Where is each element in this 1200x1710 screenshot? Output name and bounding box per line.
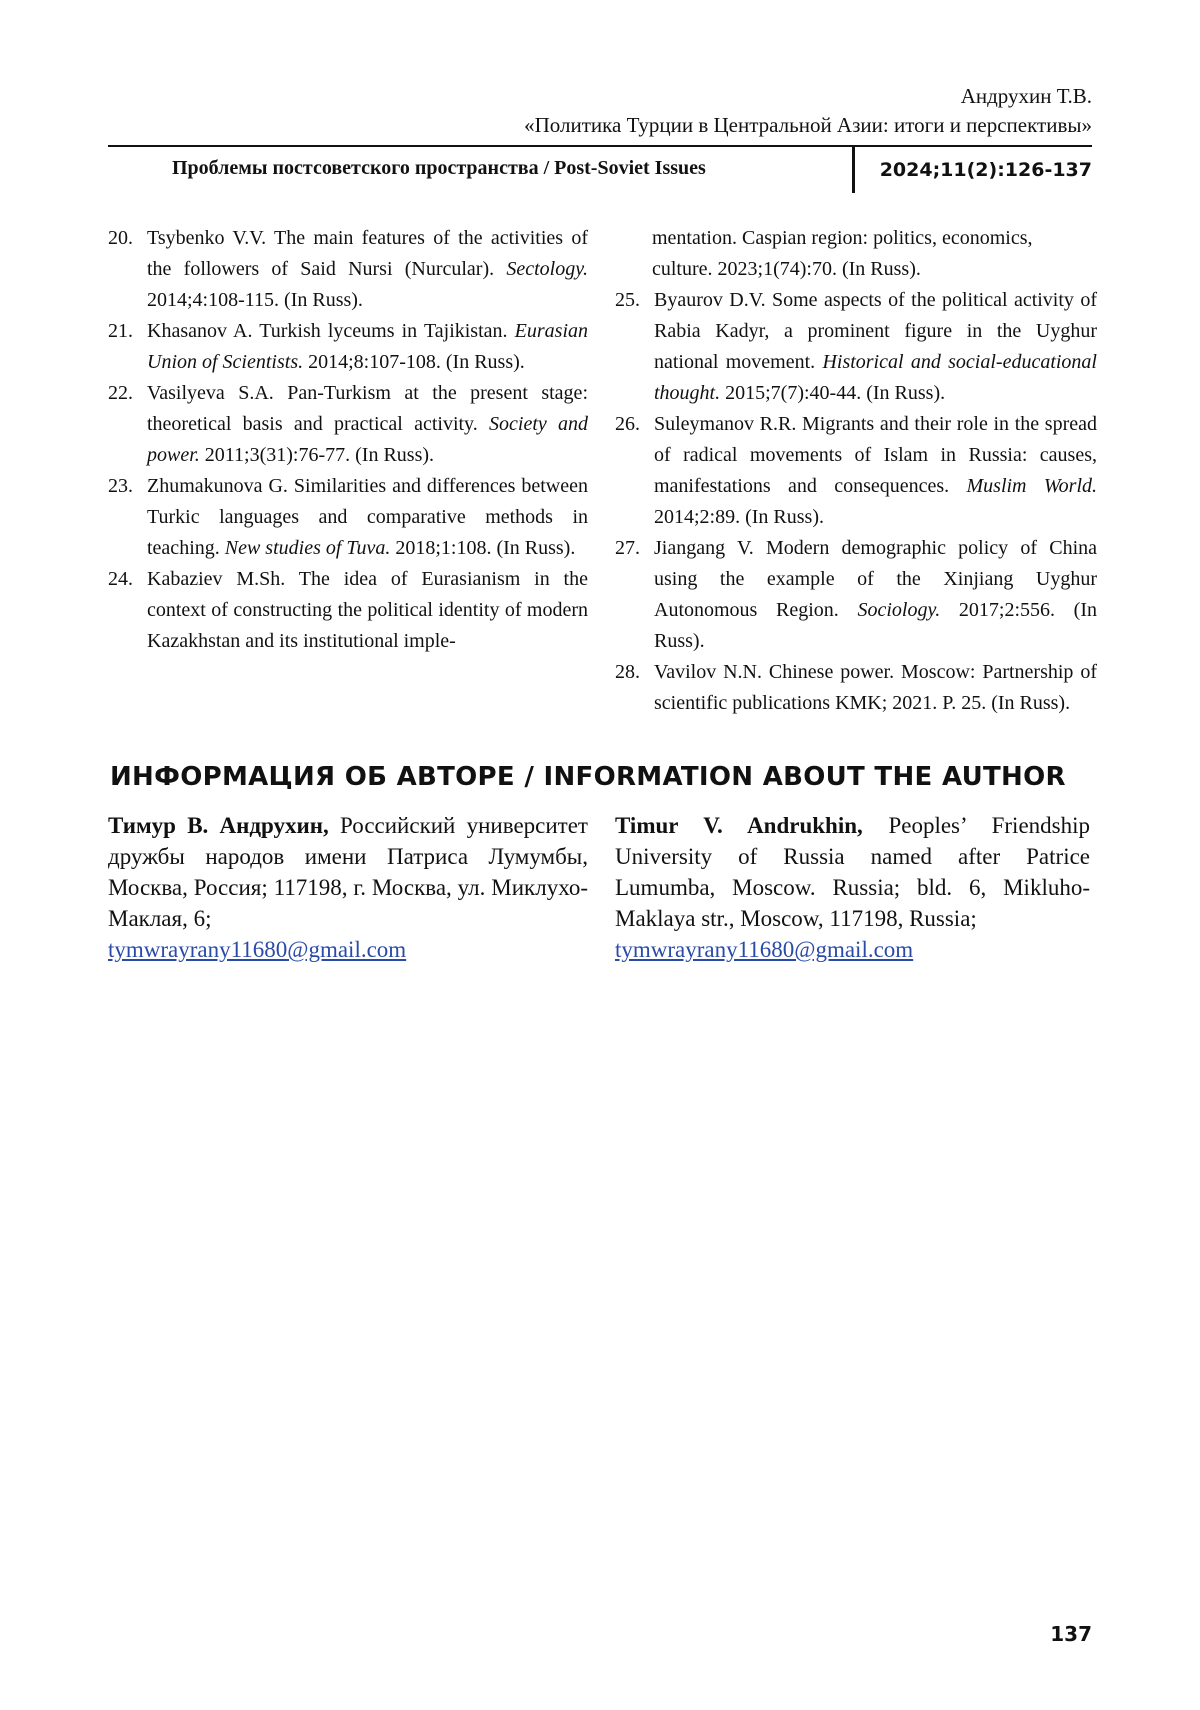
reference-details: 2017;2:556. (In Russ). bbox=[654, 599, 1097, 652]
reference-source: Society and power. bbox=[147, 413, 588, 466]
reference-details: 2014;2:89. (In Russ). bbox=[654, 506, 824, 528]
author-info-russian bbox=[108, 810, 588, 965]
references-left-column bbox=[108, 223, 588, 657]
reference-item bbox=[615, 409, 1097, 533]
reference-item bbox=[108, 564, 588, 657]
reference-text: Vavilov N.N. Chinese power. Moscow: Partnership of scientific publications KMK; 2021. P. 25. (In Russ). bbox=[654, 661, 1097, 714]
reference-item bbox=[108, 223, 588, 316]
author-name-ru: Тимур В. Андрухин, bbox=[108, 813, 329, 838]
reference-item bbox=[615, 533, 1097, 657]
reference-number: 21. bbox=[108, 316, 133, 347]
reference-number: 22. bbox=[108, 378, 133, 409]
author-affiliation-ru: Российский университет дружбы народов имени Патриса Лумумбы, Москва, Россия; 117198, г. Москва, ул. Миклухо-Маклая, 6; bbox=[108, 813, 588, 931]
reference-text: Kabaziev M.Sh. The idea of Eurasianism in the context of constructing the political identity of modern Kazakhstan and its institutional imple- bbox=[147, 568, 588, 652]
page-number: 137 bbox=[1050, 1622, 1092, 1646]
reference-text: Suleymanov R.R. Migrants and their role in the spread of radical movements of Islam in Russia: causes, manifestations and consequences. bbox=[654, 413, 1097, 497]
author-email-link-ru[interactable]: tymwrayrany11680@gmail.com bbox=[108, 934, 588, 965]
reference-details: 2014;8:107-108. (In Russ). bbox=[303, 351, 525, 373]
reference-text: Jiangang V. Modern demographic policy of China using the example of the Xinjiang Uyghur Autonomous Region. bbox=[654, 537, 1097, 621]
header-divider bbox=[852, 147, 855, 193]
references-right-column bbox=[615, 223, 1097, 719]
reference-source: Sociology. bbox=[857, 599, 940, 621]
reference-source: New studies of Tuva. bbox=[225, 537, 391, 559]
reference-source: Historical and social-educational thought. bbox=[654, 351, 1097, 404]
reference-number: 28. bbox=[615, 657, 640, 688]
reference-continuation: mentation. Caspian region: politics, economics, culture. 2023;1(74):70. (In Russ). bbox=[615, 223, 1097, 285]
reference-text: Zhumakunova G. Similarities and differences between Turkic languages and comparative methods in teaching. bbox=[147, 475, 588, 559]
author-email-link-en[interactable]: tymwrayrany11680@gmail.com bbox=[615, 934, 1090, 965]
reference-item bbox=[108, 316, 588, 378]
reference-number: 27. bbox=[615, 533, 640, 564]
journal-issue: 2024;11(2):126-137 bbox=[880, 156, 1092, 184]
reference-item bbox=[108, 378, 588, 471]
reference-item bbox=[615, 657, 1097, 719]
reference-number: 24. bbox=[108, 564, 133, 595]
reference-item bbox=[615, 285, 1097, 409]
reference-text: Byaurov D.V. Some aspects of the political activity of Rabia Kadyr, a prominent figure in the Uyghur national movement. bbox=[654, 289, 1097, 373]
reference-details: 2018;1:108. (In Russ). bbox=[390, 537, 575, 559]
reference-text: Vasilyeva S.A. Pan-Turkism at the present stage: theoretical basis and practical activity. bbox=[147, 382, 588, 435]
author-info-english bbox=[615, 810, 1090, 965]
journal-name: Проблемы постсоветского пространства / Post-Soviet Issues bbox=[172, 154, 706, 182]
reference-number: 20. bbox=[108, 223, 133, 254]
author-section-heading: ИНФОРМАЦИЯ ОБ АВТОРЕ / INFORMATION ABOUT THE AUTHOR bbox=[110, 760, 1066, 794]
reference-number: 26. bbox=[615, 409, 640, 440]
reference-text: Khasanov A. Turkish lyceums in Tajikistan. bbox=[147, 320, 515, 342]
reference-number: 25. bbox=[615, 285, 640, 316]
author-affiliation-en: Peoples’ Friendship University of Russia named after Patrice Lumumba, Moscow. Russia; bld. 6, Miklu­ho-Maklaya str., Moscow, 117198, Russia; bbox=[615, 813, 1090, 931]
reference-details: 2011;3(31):76-77. (In Russ). bbox=[200, 444, 434, 466]
reference-item bbox=[108, 471, 588, 564]
reference-source: Muslim World. bbox=[967, 475, 1098, 497]
reference-number: 23. bbox=[108, 471, 133, 502]
reference-details: 2015;7(7):40-44. (In Russ). bbox=[720, 382, 945, 404]
reference-source: Sectology. bbox=[506, 258, 588, 280]
author-name-en: Timur V. Andrukhin, bbox=[615, 813, 863, 838]
header-rule bbox=[108, 145, 1092, 147]
running-header-article-title: «Политика Турции в Центральной Азии: итоги и перспективы» bbox=[524, 111, 1092, 139]
reference-details: 2014;4:108-115. (In Russ). bbox=[147, 289, 363, 311]
running-header-author: Андрухин Т.В. bbox=[961, 82, 1092, 110]
reference-text: Tsybenko V.V. The main features of the activities of the followers of Said Nursi (Nurcular). bbox=[147, 227, 588, 280]
reference-source: Eurasian Union of Scientists. bbox=[147, 320, 588, 373]
